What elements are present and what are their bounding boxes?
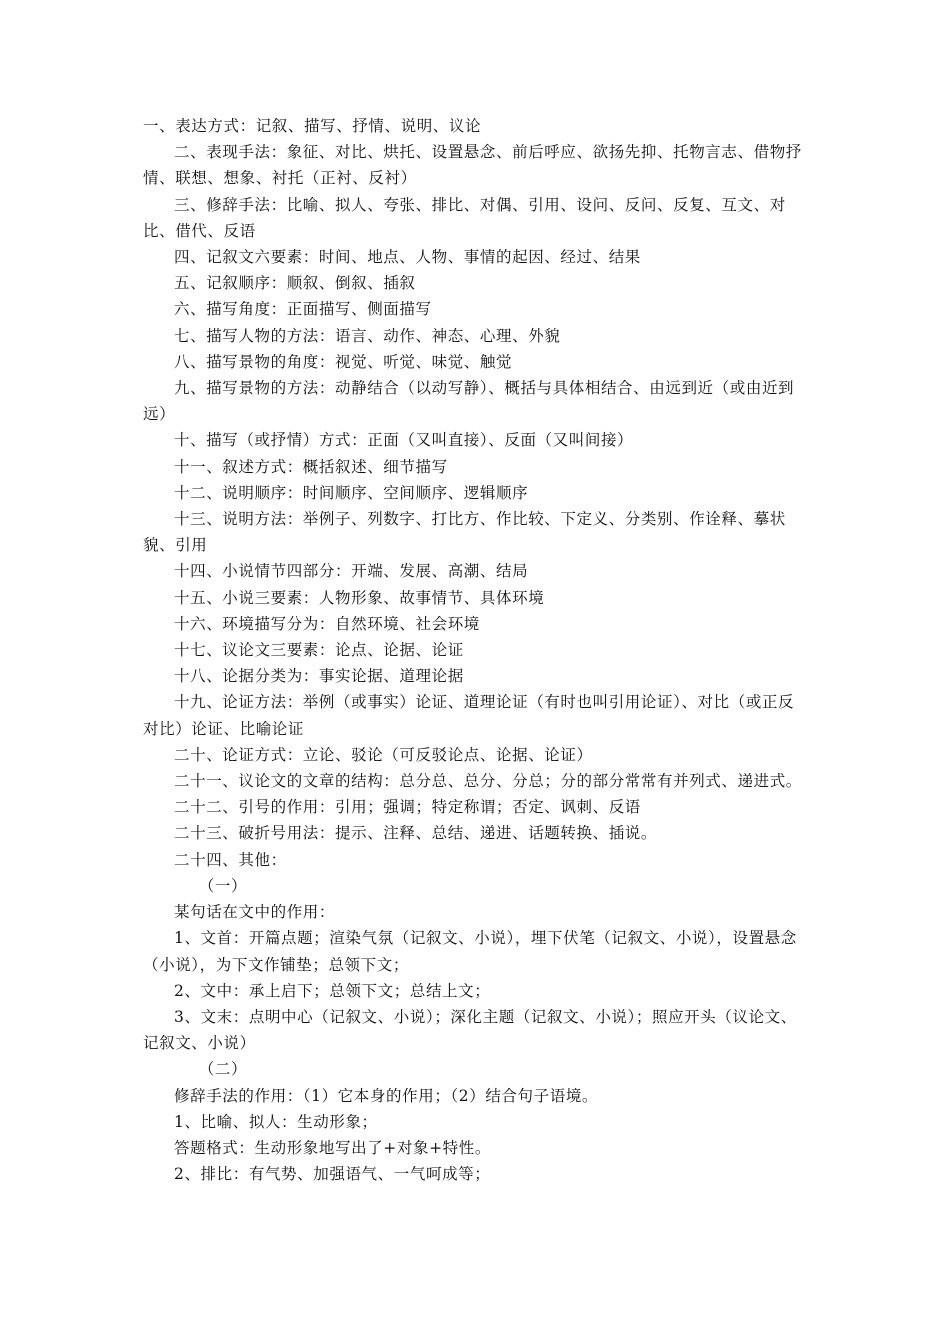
- paragraph-10: 十、描写（或抒情）方式：正面（又叫直接）、反面（又叫间接）: [174, 431, 634, 450]
- paragraph-2: 二、表现手法：象征、对比、烘托、设置悬念、前后呼应、欲扬先抑、托物言志、借物抒情、联想、想象、衬托（正衬、反衬）: [143, 143, 802, 188]
- paragraph-21: 二十一、议论文的文章的结构：总分总、总分、分总；分的部分常常有并列式、递进式。: [174, 772, 802, 791]
- paragraph-17: 十七、议论文三要素：论点、论据、论证: [174, 641, 464, 660]
- paragraph-20: 二十、论证方式：立论、驳论（可反驳论点、论据、论证）: [174, 745, 593, 764]
- document-body: [143, 113, 808, 1187]
- paragraph-19: 十九、论证方法：举例（或事实）论证、道理论证（有时也叫引用论证）、对比（或正反对比）论证、比喻论证: [143, 693, 795, 738]
- paragraph-32: 1、比喻、拟人：生动形象；: [174, 1112, 378, 1131]
- section-marker-1: （一）: [198, 876, 248, 895]
- paragraph-31: 修辞手法的作用：（1）它本身的作用；（2）结合句子语境。: [174, 1086, 599, 1105]
- paragraph-27: 1、文首：开篇点题；渲染气氛（记叙文、小说），埋下伏笔（记叙文、小说），设置悬念（小说），为下文作铺垫；总领下文；: [143, 929, 797, 974]
- paragraph-13: 十三、说明方法：举例子、列数字、打比方、作比较、下定义、分类别、作诠释、摹状貌、引用: [143, 510, 786, 555]
- paragraph-23: 二十三、破折号用法：提示、注释、总结、递进、话题转换、插说。: [174, 824, 658, 843]
- paragraph-3: 三、修辞手法：比喻、拟人、夸张、排比、对偶、引用、设问、反问、反复、互文、对比、借代、反语: [143, 195, 786, 240]
- paragraph-4: 四、记叙文六要素：时间、地点、人物、事情的起因、经过、结果: [174, 248, 641, 267]
- paragraph-11: 十一、叙述方式：概括叙述、细节描写: [174, 457, 448, 476]
- section-marker-2: （二）: [198, 1060, 248, 1079]
- paragraph-24: 二十四、其他：: [174, 850, 287, 869]
- paragraph-8: 八、描写景物的角度：视觉、听觉、味觉、触觉: [174, 352, 513, 371]
- paragraph-18: 十八、论据分类为：事实论据、道理论据: [174, 667, 464, 686]
- paragraph-16: 十六、环境描写分为：自然环境、社会环境: [174, 614, 480, 633]
- paragraph-28: 2、文中：承上启下；总领下文；总结上文；: [174, 981, 491, 1000]
- paragraph-7: 七、描写人物的方法：语言、动作、神态、心理、外貌: [174, 326, 561, 345]
- paragraph-29: 3、文末：点明中心（记叙文、小说）；深化主题（记叙文、小说）；照应开头（议论文、记叙文、小说）: [143, 1007, 797, 1053]
- paragraph-33: 答题格式：生动形象地写出了+对象+特性。: [174, 1138, 491, 1157]
- paragraph-22: 二十二、引号的作用：引用；强调；特定称谓；否定、讽刺、反语: [174, 798, 641, 817]
- paragraph-1: 一、表达方式：记叙、描写、抒情、说明、议论: [143, 117, 482, 135]
- paragraph-15: 十五、小说三要素：人物形象、故事情节、具体环境: [174, 588, 545, 607]
- paragraph-34: 2、排比：有气势、加强语气、一气呵成等；: [174, 1165, 491, 1184]
- paragraph-26: 某句话在文中的作用：: [174, 903, 336, 922]
- paragraph-14: 十四、小说情节四部分：开端、发展、高潮、结局: [174, 562, 529, 581]
- paragraph-5: 五、记叙顺序：顺叙、倒叙、插叙: [174, 274, 416, 293]
- paragraph-6: 六、描写角度：正面描写、侧面描写: [174, 300, 432, 319]
- paragraph-9: 九、描写景物的方法：动静结合（以动写静）、概括与具体相结合、由远到近（或由近到远）: [143, 379, 795, 424]
- paragraph-12: 十二、说明顺序：时间顺序、空间顺序、逻辑顺序: [174, 483, 529, 502]
